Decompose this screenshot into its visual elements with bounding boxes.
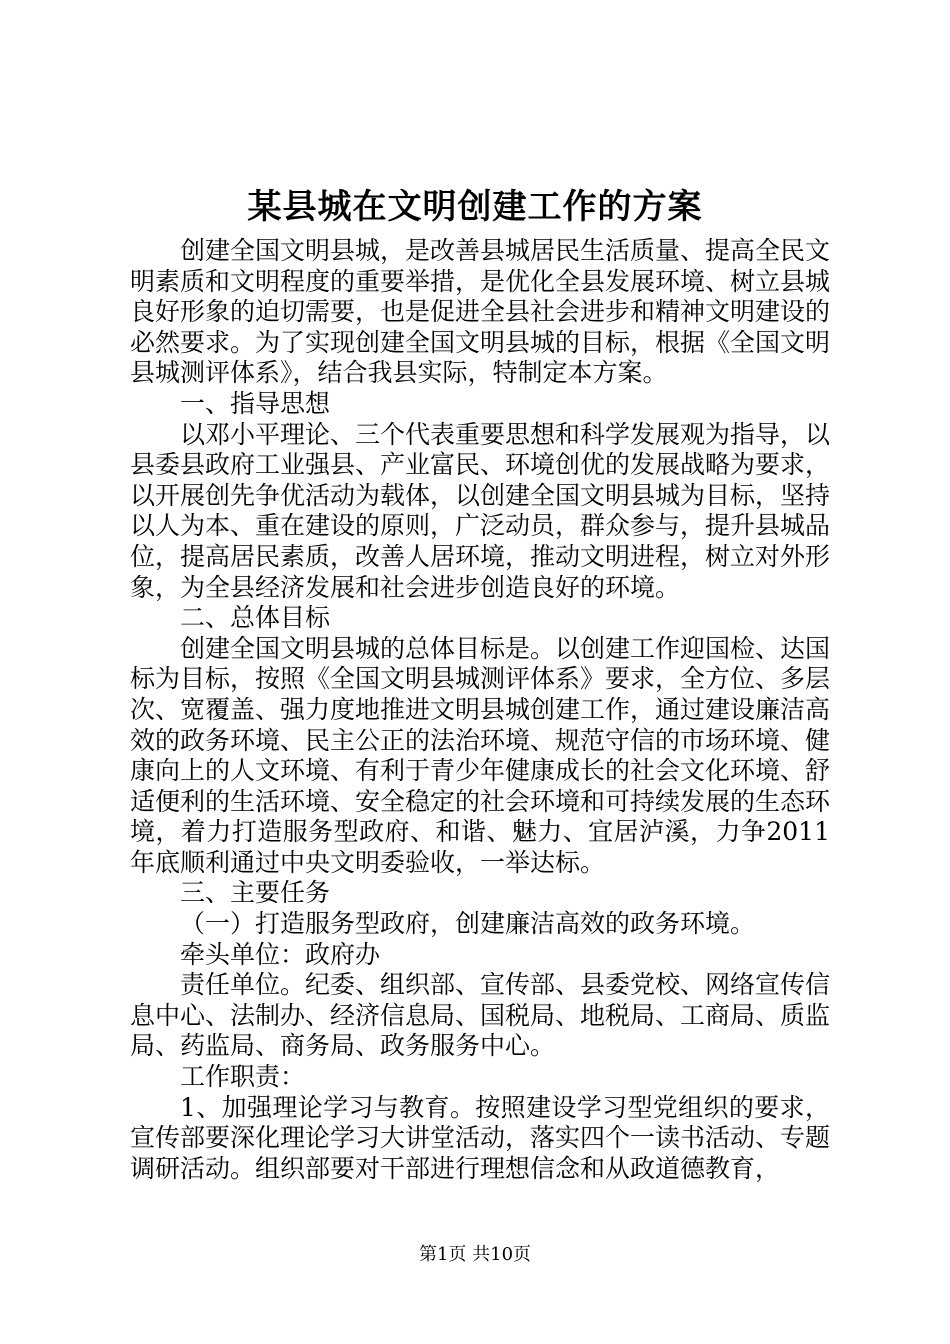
paragraph-intro: 创建全国文明县城，是改善县城居民生活质量、提高全民文明素质和文明程度的重要举措，是优化全县发展环境、树立县城良好形象的迫切需要，也是促进全县社会进步和精神文明建设的必然要求。为了实现创建全国文明县城的目标，根据《全国文明县城测评体系》，结合我县实际，特制定本方案。 [130,236,831,388]
section-heading-main-tasks: 三、主要任务 [180,878,331,908]
page-number-footer: 第1页 共10页 [418,1244,532,1265]
paragraph-duties-label: 工作职责： [180,1062,306,1092]
document-body [130,236,830,1184]
paragraph-overall-goal: 创建全国文明县城的总体目标是。以创建工作迎国检、达国标为目标，按照《全国文明县城测评体系》要求，全方位、多层次、宽覆盖、强力度地推进文明县城创建工作，通过建设廉洁高效的政务环境、民主公正的法治环境、规范守信的市场环境、健康向上的人文环境、有利于青少年健康成长的社会文化环境、舒适便利的生活环境、安全稳定的社会环境和可持续发展的生态环境，着力打造服务型政府、和谐、魅力、宜居泸溪，力争2011年底顺利通过中央文明委验收，一举达标。 [130,633,831,877]
paragraph-lead-unit: 牵头单位：政府办 [180,939,381,969]
paragraph-responsible-units: 责任单位。纪委、组织部、宣传部、县委党校、网络宣传信息中心、法制办、经济信息局、国税局、地税局、工商局、质监局、药监局、商务局、政务服务中心。 [130,970,831,1061]
paragraph-guiding-ideology: 以邓小平理论、三个代表重要思想和科学发展观为指导，以县委县政府工业强县、产业富民、环境创优的发展战略为要求，以开展创先争优活动为载体，以创建全国文明县城为目标，坚持以人为本、重在建设的原则，广泛动员，群众参与，提升县城品位，提高居民素质，改善人居环境，推动文明进程，树立对外形象，为全县经济发展和社会进步创造良好的环境。 [130,419,831,602]
section-heading-guiding-ideology: 一、指导思想 [180,388,331,418]
subsection-heading-task-1: （一）打造服务型政府，创建廉洁高效的政务环境。 [180,909,756,939]
section-heading-overall-goal: 二、总体目标 [180,603,331,633]
paragraph-duty-1: 1、加强理论学习与教育。按照建设学习型党组织的要求，宣传部要深化理论学习大讲堂活动，落实四个一读书活动、专题调研活动。组织部要对干部进行理想信念和从政道德教育， [130,1092,831,1183]
document-title: 某县城在文明创建工作的方案 [247,187,703,227]
